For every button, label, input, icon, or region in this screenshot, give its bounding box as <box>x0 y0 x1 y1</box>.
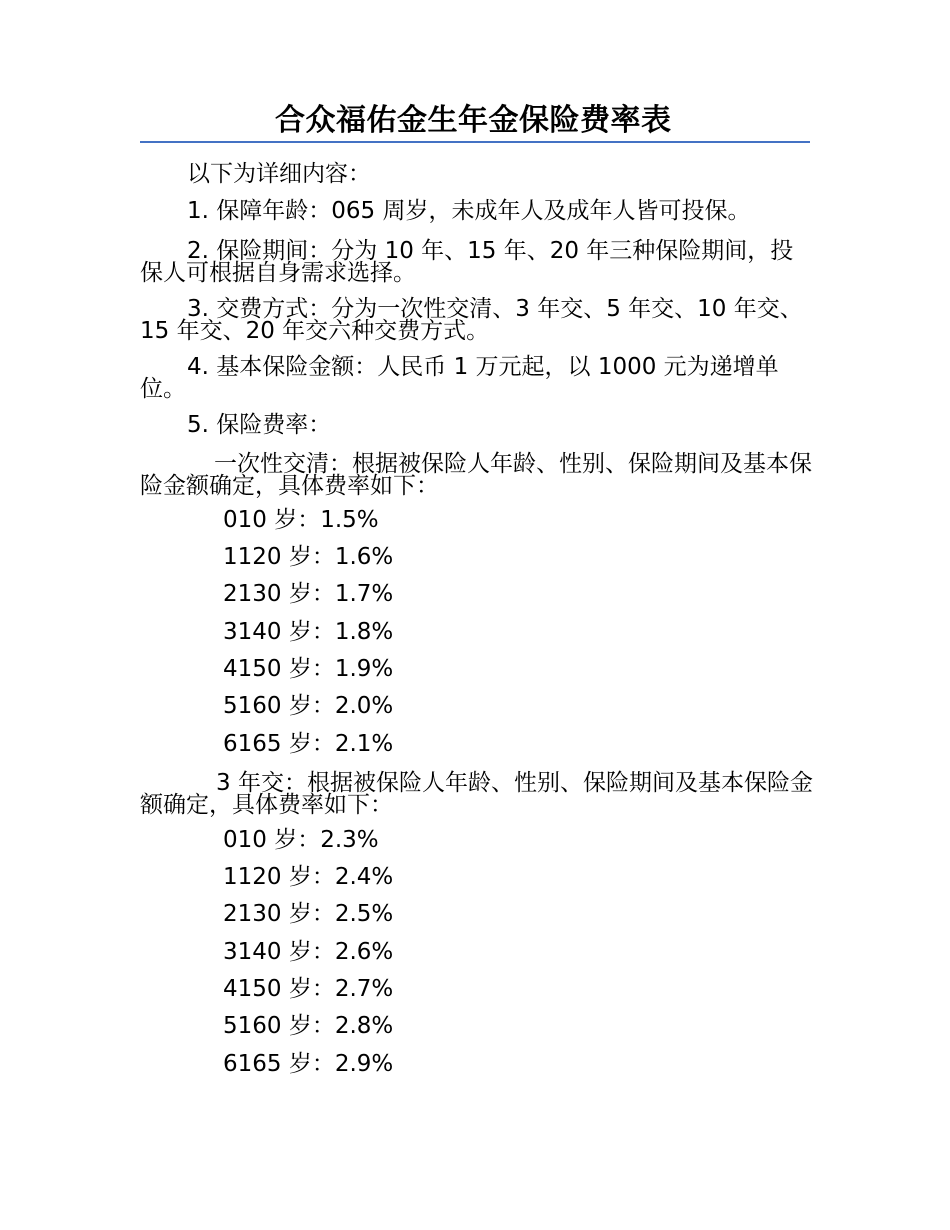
item-payment: 3. 交费方式：分为一次性交清、3 年交、5 年交、10 年交、15 年交、20 年交六种交费方式。 <box>140 296 803 344</box>
lump-sum-rate: 010 岁：1.5% <box>223 507 379 533</box>
item-period: 2. 保险期间：分为 10 年、15 年、20 年三种保险期间，投保人可根据自身需求选择。 <box>140 238 794 286</box>
page-title: 合众福佑金生年金保险费率表 <box>275 103 672 138</box>
title-block <box>140 102 810 143</box>
lump-sum-rate: 4150 岁：1.9% <box>223 656 394 682</box>
lump-sum-rate: 5160 岁：2.0% <box>223 693 394 719</box>
three-year-rate: 5160 岁：2.8% <box>223 1013 394 1039</box>
item-age: 1. 保障年龄：065 周岁，未成年人及成年人皆可投保。 <box>187 198 751 224</box>
three-year-rate: 6165 岁：2.9% <box>223 1051 394 1077</box>
three-year-rate: 1120 岁：2.4% <box>223 864 394 890</box>
lump-sum-rate: 1120 岁：1.6% <box>223 544 394 570</box>
lump-sum-rate: 3140 岁：1.8% <box>223 619 394 645</box>
intro-text: 以下为详细内容： <box>187 161 371 187</box>
three-year-rate: 3140 岁：2.6% <box>223 939 394 965</box>
lump-sum-heading: 一次性交清：根据被保险人年龄、性别、保险期间及基本保险金额确定，具体费率如下： <box>140 451 812 499</box>
lump-sum-rate: 6165 岁：2.1% <box>223 731 394 757</box>
three-year-rate: 4150 岁：2.7% <box>223 976 394 1002</box>
three-year-rate: 010 岁：2.3% <box>223 827 379 853</box>
three-year-heading: 3 年交：根据被保险人年龄、性别、保险期间及基本保险金额确定，具体费率如下： <box>140 770 813 818</box>
item-rates: 5. 保险费率： <box>187 412 332 438</box>
item-sum-insured: 4. 基本保险金额：人民币 1 万元起，以 1000 元为递增单位。 <box>140 354 779 402</box>
three-year-rate: 2130 岁：2.5% <box>223 901 394 927</box>
lump-sum-rate: 2130 岁：1.7% <box>223 581 394 607</box>
